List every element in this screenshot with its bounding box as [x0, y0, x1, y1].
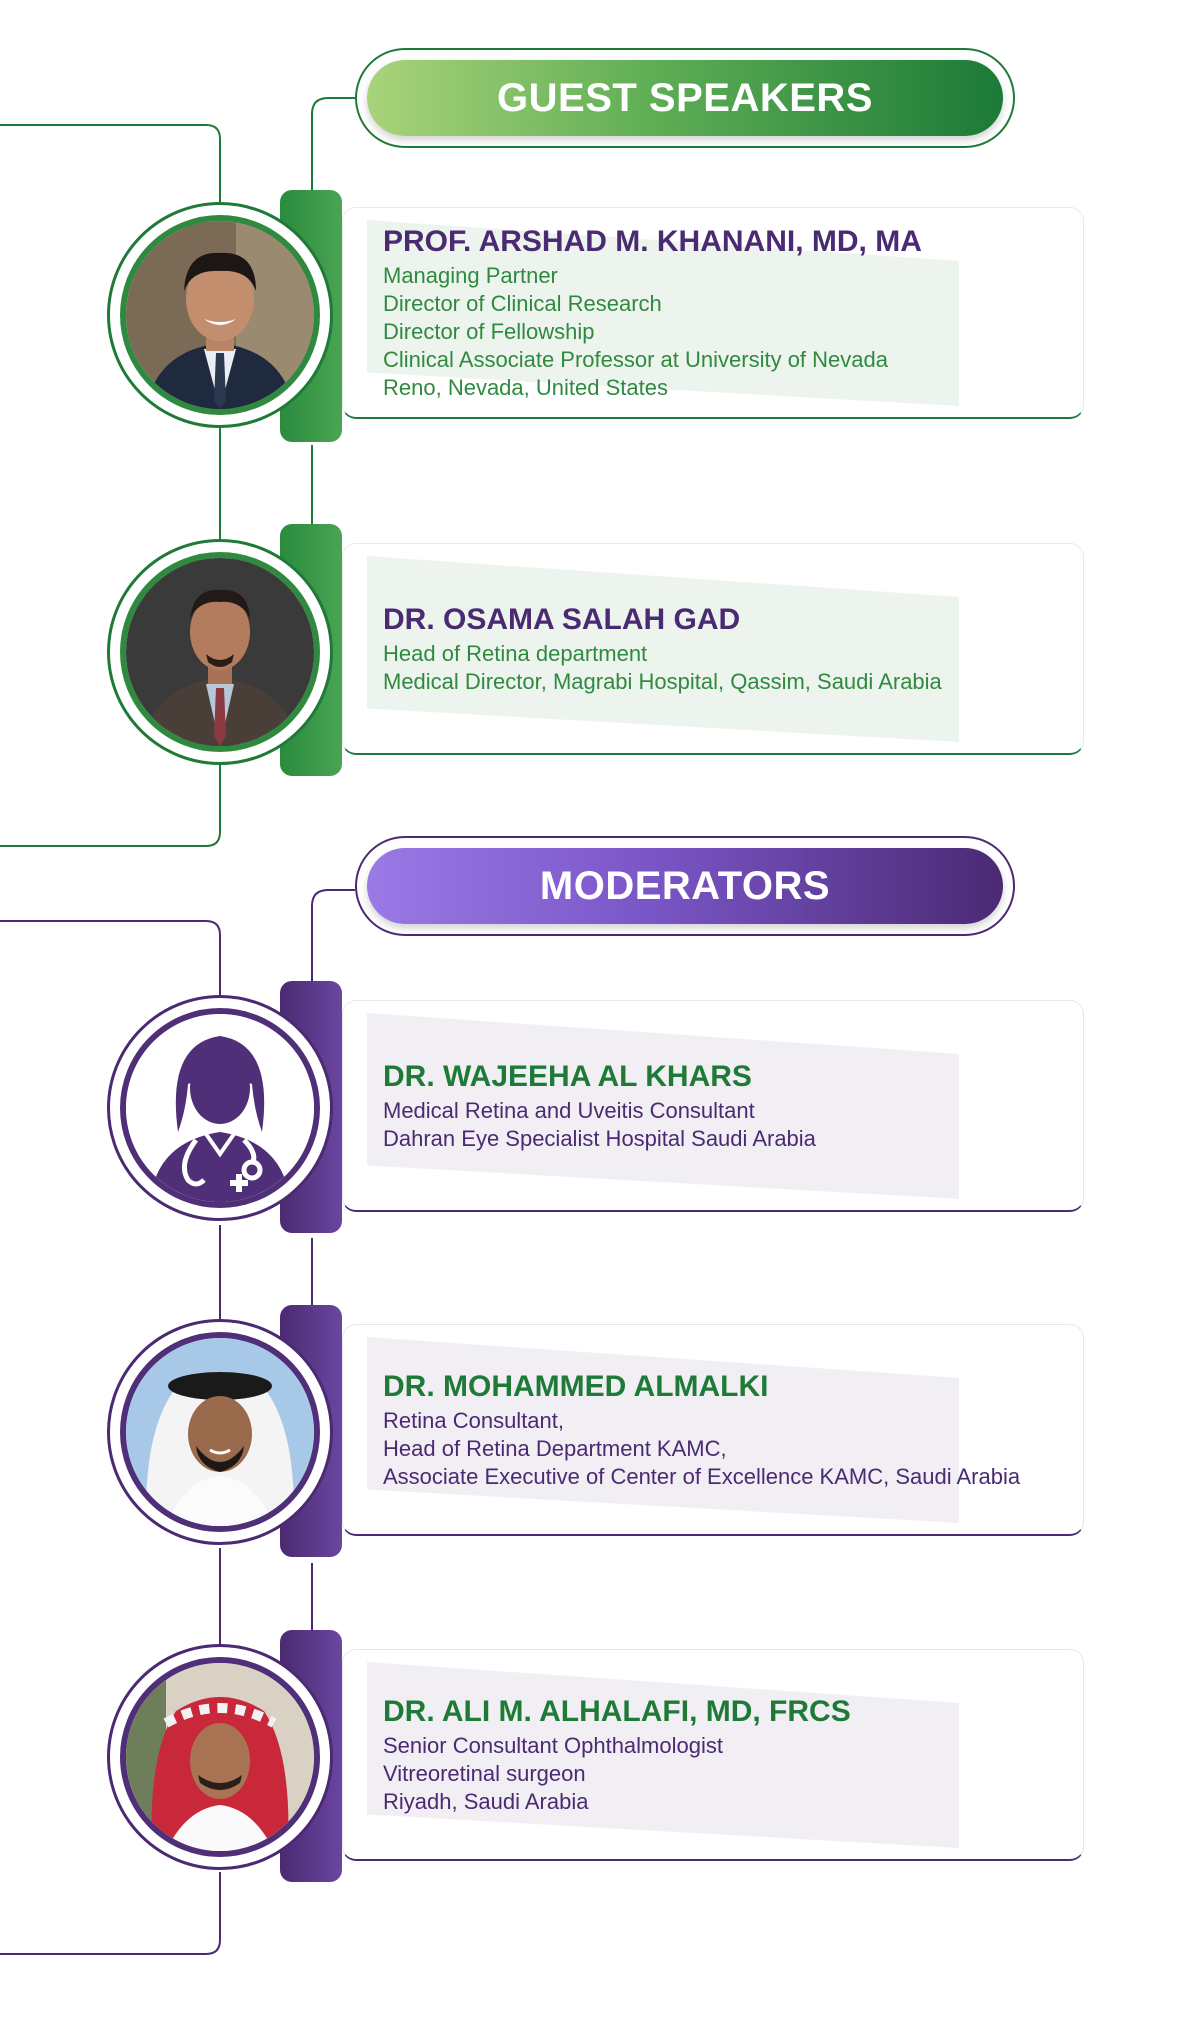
speaker-name: DR. OSAMA SALAH GAD	[383, 602, 741, 636]
moderator-photo-frame	[107, 1644, 333, 1870]
speaker-name: PROF. ARSHAD M. KHANANI, MD, MA	[383, 224, 922, 258]
speaker-detail: Reno, Nevada, United States	[383, 374, 668, 400]
speaker-photo	[120, 552, 320, 752]
speaker-card	[342, 207, 1084, 419]
speaker-card	[342, 543, 1084, 755]
speaker-detail: Director of Clinical Research	[383, 290, 662, 316]
doctor-icon	[120, 1008, 320, 1208]
speaker-photo-frame	[107, 539, 333, 765]
moderator-detail: Medical Retina and Uveitis Consultant	[383, 1097, 755, 1123]
moderator-photo-frame	[107, 1319, 333, 1545]
moderator-card	[342, 1324, 1084, 1536]
speaker-detail: Medical Director, Magrabi Hospital, Qassim, Saudi Arabia	[383, 668, 942, 694]
moderator-photo-frame	[107, 995, 333, 1221]
moderators-heading: MODERATORS	[367, 848, 1003, 924]
speaker-detail: Clinical Associate Professor at University of Nevada	[383, 346, 888, 372]
moderator-detail: Retina Consultant,	[383, 1407, 564, 1433]
speaker-detail: Director of Fellowship	[383, 318, 595, 344]
guest-speakers-header	[355, 48, 1015, 148]
moderator-name: DR. ALI M. ALHALAFI, MD, FRCS	[383, 1694, 851, 1728]
moderators-header	[355, 836, 1015, 936]
moderator-card	[342, 1649, 1084, 1861]
speaker-detail: Managing Partner	[383, 262, 558, 288]
moderator-detail: Dahran Eye Specialist Hospital Saudi Arabia	[383, 1125, 816, 1151]
speaker-detail: Head of Retina department	[383, 640, 648, 666]
moderator-card	[342, 1000, 1084, 1212]
speaker-photo-frame	[107, 202, 333, 428]
moderator-photo	[120, 1657, 320, 1857]
speaker-photo	[120, 215, 320, 415]
moderator-detail: Riyadh, Saudi Arabia	[383, 1788, 589, 1814]
guest-speakers-heading: GUEST SPEAKERS	[367, 60, 1003, 136]
moderator-name: DR. MOHAMMED ALMALKI	[383, 1369, 769, 1403]
moderator-name: DR. WAJEEHA AL KHARS	[383, 1059, 752, 1093]
moderator-photo	[120, 1332, 320, 1532]
moderator-detail: Head of Retina Department KAMC,	[383, 1435, 727, 1461]
moderator-detail: Senior Consultant Ophthalmologist	[383, 1732, 723, 1758]
moderator-detail: Vitreoretinal surgeon	[383, 1760, 586, 1786]
moderator-detail: Associate Executive of Center of Excellence KAMC, Saudi Arabia	[383, 1463, 1021, 1489]
